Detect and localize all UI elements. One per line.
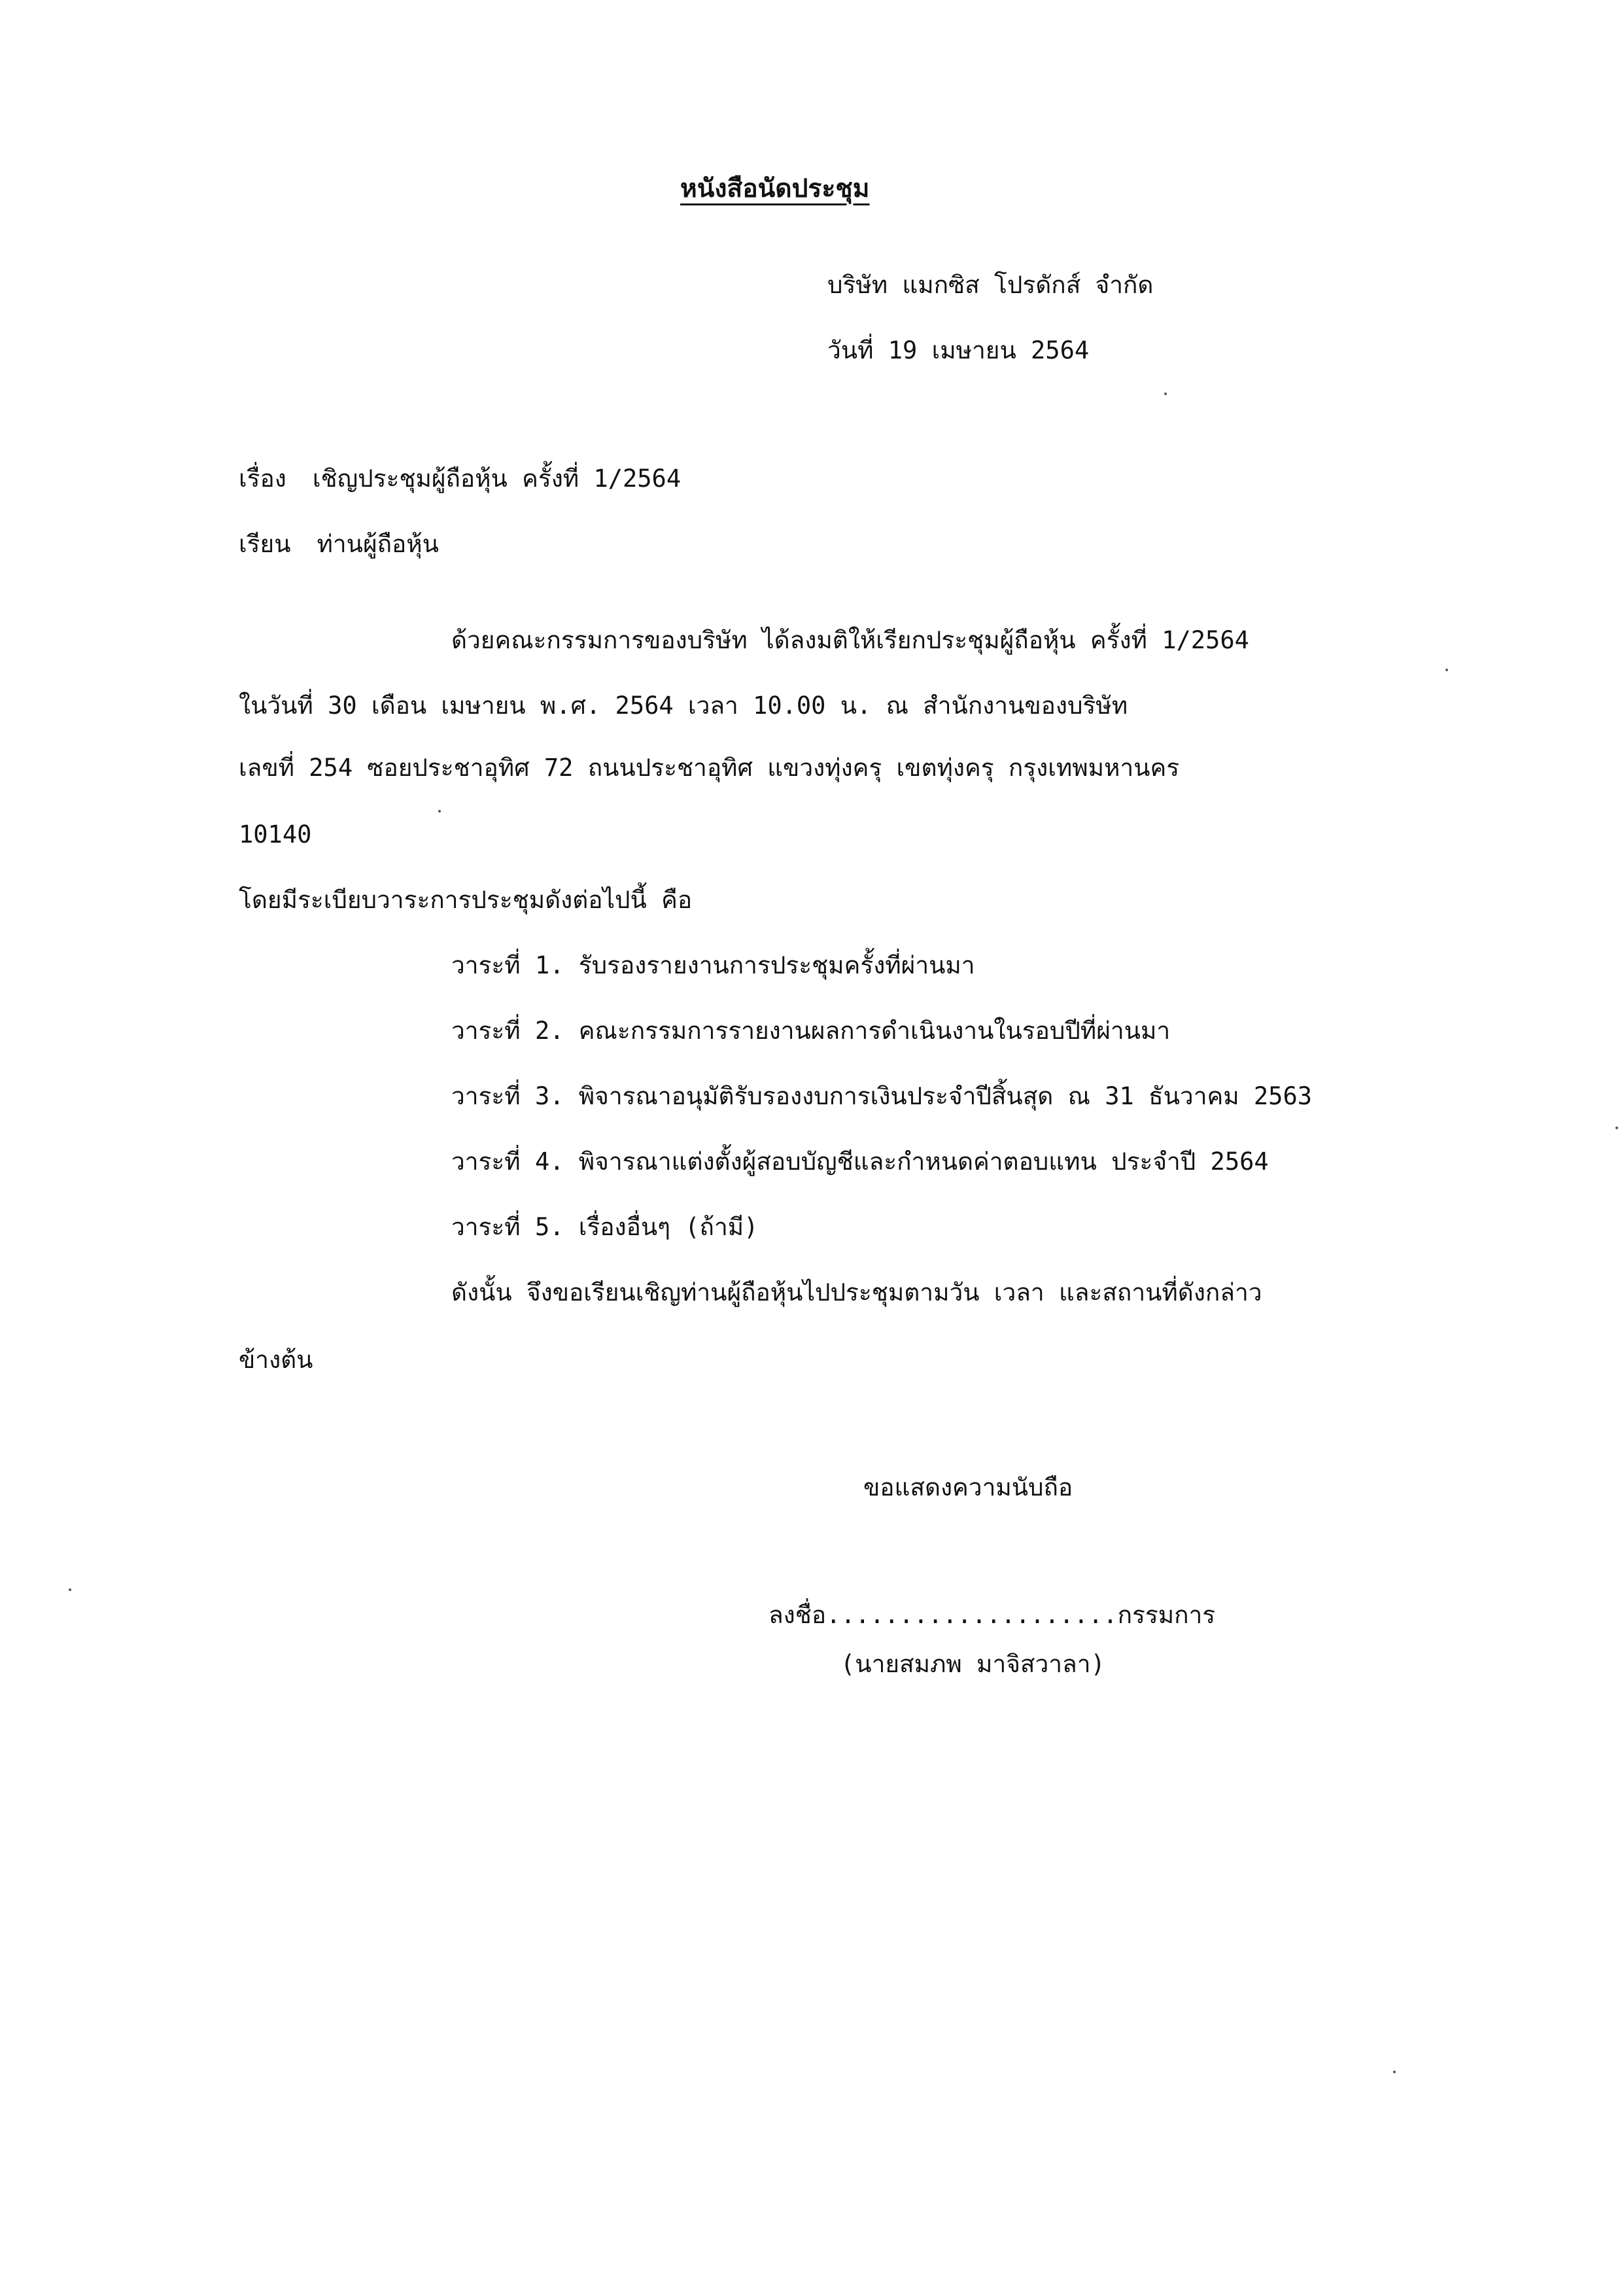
recipient-row <box>239 529 439 560</box>
letter-date: วันที่ 19 เมษายน 2564 <box>827 336 1090 364</box>
scan-speck <box>1615 1127 1618 1129</box>
regards: ขอแสดงความนับถือ <box>863 1473 1073 1501</box>
closing-line-1: ดังนั้น จึงขอเรียนเชิญท่านผู้ถือหุ้นไปประชุมตามวัน เวลา และสถานที่ดังกล่าว <box>451 1278 1262 1306</box>
signatory-name: (นายสมภพ มาจิสวาลา) <box>840 1650 1105 1678</box>
subject-label: เรื่อง <box>239 464 286 493</box>
body-line-4: 10140 <box>239 820 312 849</box>
recipient-text: ท่านผู้ถือหุ้น <box>317 530 439 558</box>
subject-text: เชิญประชุมผู้ถือหุ้น ครั้งที่ 1/2564 <box>312 464 682 493</box>
closing-line-2: ข้างต้น <box>239 1346 313 1374</box>
recipient-label: เรียน <box>239 530 291 558</box>
agenda-item: วาระที่ 5. เรื่องอื่นๆ (ถ้ามี) <box>451 1213 759 1241</box>
agenda-item: วาระที่ 2. คณะกรรมการรายงานผลการดำเนินงานในรอบปีที่ผ่านมา <box>451 1017 1171 1045</box>
body-line-2: ในวันที่ 30 เดือน เมษายน พ.ศ. 2564 เวลา 10.00 น. ณ สำนักงานของบริษัท <box>239 692 1128 720</box>
body-line-3: เลขที่ 254 ซอยประชาอุทิศ 72 ถนนประชาอุทิศ แขวงทุ่งครุ เขตทุ่งครุ กรุงเทพมหานคร <box>239 754 1180 782</box>
scan-speck <box>69 1588 71 1591</box>
agenda-item: วาระที่ 1. รับรองรายงานการประชุมครั้งที่ผ่านมา <box>451 951 975 979</box>
agenda-item: วาระที่ 4. พิจารณาแต่งตั้งผู้สอบบัญชีและกำหนดค่าตอบแทน ประจำปี 2564 <box>451 1148 1269 1176</box>
agenda-item: วาระที่ 3. พิจารณาอนุมัติรับรองงบการเงินประจำปีสิ้นสุด ณ 31 ธันวาคม 2563 <box>451 1082 1312 1110</box>
signature-line: ลงชื่อ....................กรรมการ <box>769 1601 1216 1629</box>
subject-row <box>239 463 681 495</box>
body-line-1: ด้วยคณะกรรมการของบริษัท ได้ลงมติให้เรียกประชุมผู้ถือหุ้น ครั้งที่ 1/2564 <box>451 626 1249 654</box>
scan-speck <box>438 810 441 813</box>
scan-speck <box>1445 669 1448 671</box>
scan-speck <box>1393 2071 1396 2073</box>
scan-speck <box>1164 393 1167 395</box>
agenda-intro: โดยมีระเบียบวาระการประชุมดังต่อไปนี้ คือ <box>239 886 693 914</box>
company-name: บริษัท แมกซิส โปรดักส์ จำกัด <box>827 271 1154 299</box>
document-title: หนังสือนัดประชุม <box>680 174 870 203</box>
